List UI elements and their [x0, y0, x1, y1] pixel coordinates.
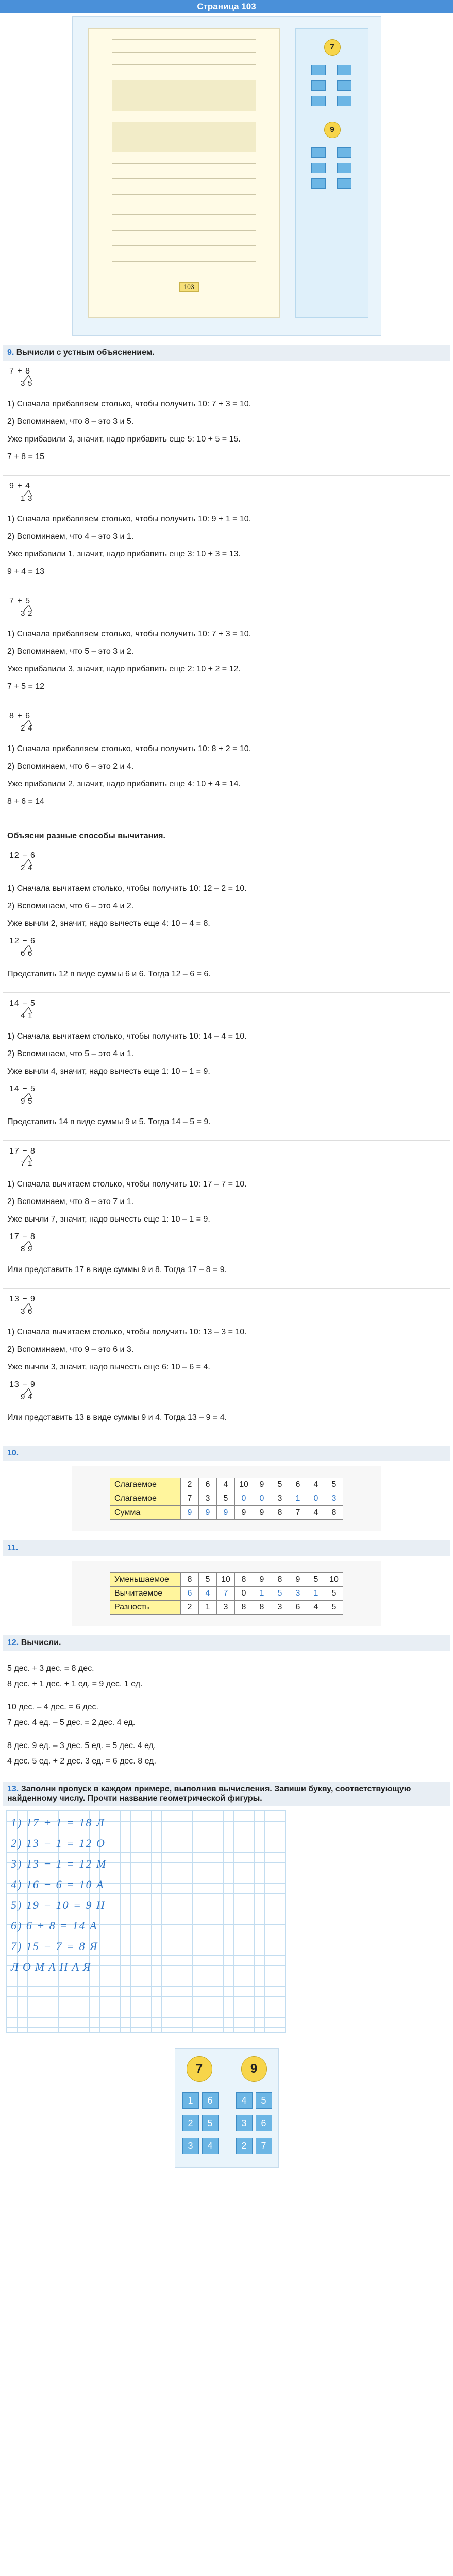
- step-text: Уже прибавили 2, значит, надо прибавить еще 4: 10 + 4 = 14.: [7, 779, 241, 788]
- row-label: Разность: [110, 1601, 181, 1615]
- handwritten-line: 2) 13 − 1 = 12 О: [11, 1837, 106, 1850]
- table-cell: 10: [235, 1478, 253, 1492]
- example: [3, 476, 450, 590]
- table-cell: 8: [325, 1506, 343, 1520]
- addition-examples: [3, 361, 450, 820]
- step-text: 1) Сначала прибавляем столько, чтобы получить 10: 7 + 3 = 10.: [7, 630, 251, 638]
- table-cell: 0: [235, 1587, 253, 1601]
- row-label: Уменьшаемое: [110, 1573, 181, 1587]
- table-cell: 5: [307, 1573, 325, 1587]
- table-cell: 0: [235, 1492, 253, 1506]
- task-10-table-box: [72, 1466, 381, 1531]
- step-text: 1) Сначала вычитаем столько, чтобы получить 10: 14 – 4 = 10.: [7, 1032, 247, 1041]
- step-text: 1) Сначала вычитаем столько, чтобы получить 10: 12 – 2 = 10.: [7, 884, 247, 893]
- split-expression: [7, 1084, 69, 1109]
- split-part-b: 3: [28, 494, 32, 503]
- example: [3, 590, 450, 705]
- expression: 13 − 9: [9, 1295, 36, 1303]
- split-expression: [7, 482, 69, 506]
- table-row: [110, 1587, 343, 1601]
- split-part-a: 2: [21, 724, 25, 733]
- split-expression: [7, 1232, 69, 1257]
- split-part-b: 1: [28, 1011, 32, 1020]
- split-part-a: 3: [21, 379, 25, 388]
- expression: 8 + 6: [9, 711, 31, 720]
- table-cell: 8: [271, 1506, 289, 1520]
- task-number: 11.: [7, 1544, 19, 1552]
- handwritten-line: 4) 16 − 6 = 10 А: [11, 1878, 105, 1891]
- row-label: Слагаемое: [110, 1478, 181, 1492]
- table-cell: 10: [325, 1573, 343, 1587]
- table-cell: 5: [325, 1587, 343, 1601]
- row-label: Слагаемое: [110, 1492, 181, 1506]
- thumb-circle-a: 7: [324, 39, 341, 56]
- table-cell: 0: [307, 1492, 325, 1506]
- table-cell: 0: [253, 1492, 271, 1506]
- example: [3, 993, 450, 1141]
- table-cell: 7: [289, 1506, 307, 1520]
- table-cell: 9: [235, 1506, 253, 1520]
- figure-cell: 6: [256, 2115, 272, 2131]
- task-12-group: [7, 1738, 446, 1770]
- step-text: 2) Вспоминаем, что 5 – это 4 и 1.: [7, 1049, 134, 1058]
- step-text: Уже вычли 7, значит, надо вычесть еще 1: 10 – 1 = 9.: [7, 1215, 210, 1224]
- step-text: 8 + 6 = 14: [7, 797, 45, 806]
- figure-cell: 3: [236, 2115, 253, 2131]
- task-13-header: [3, 1782, 450, 1806]
- handwritten-line: 5) 19 − 10 = 9 Н: [11, 1899, 106, 1912]
- figure-cell: 7: [256, 2138, 272, 2154]
- step-text: 1) Сначала вычитаем столько, чтобы получить 10: 17 – 7 = 10.: [7, 1180, 247, 1189]
- step-text: 7 + 5 = 12: [7, 682, 45, 691]
- step-text: Уже прибавили 3, значит, надо прибавить еще 5: 10 + 5 = 15.: [7, 435, 241, 444]
- table-cell: 8: [181, 1573, 199, 1587]
- thumb-square: [337, 96, 351, 106]
- thumb-square: [311, 178, 326, 189]
- step-text: Представить 14 в виде суммы 9 и 5. Тогда 14 – 5 = 9.: [7, 1117, 211, 1126]
- thumb-page-number: 103: [179, 282, 199, 292]
- thumb-square: [337, 65, 351, 75]
- thumb-line: [112, 163, 256, 164]
- step-text: Или представить 17 в виде суммы 9 и 8. Тогда 17 – 8 = 9.: [7, 1265, 227, 1274]
- table-cell: 3: [271, 1492, 289, 1506]
- subtraction-table: [110, 1572, 343, 1615]
- thumb-line: [112, 214, 256, 215]
- step-text: Уже прибавили 1, значит, надо прибавить еще 3: 10 + 3 = 13.: [7, 550, 241, 558]
- thumb-table: [112, 80, 256, 111]
- task-10: [0, 1446, 453, 1531]
- thumb-line: [112, 194, 256, 195]
- split-part-b: 6: [28, 949, 32, 958]
- notebook-grid: [6, 1810, 286, 2033]
- table-cell: 10: [217, 1573, 235, 1587]
- step-text: 7 + 8 = 15: [7, 452, 45, 461]
- calc-line: 8 дес. + 1 дес. + 1 ед. = 9 дес. 1 ед.: [7, 1680, 143, 1689]
- calc-line: 7 дес. 4 ед. – 5 дес. = 2 дес. 4 ед.: [7, 1718, 136, 1727]
- task-11: [0, 1540, 453, 1626]
- figure-cell: 3: [182, 2138, 199, 2154]
- figure-cell: 4: [202, 2138, 219, 2154]
- table-cell: 1: [253, 1587, 271, 1601]
- step-text: 2) Вспоминаем, что 8 – это 7 и 1.: [7, 1197, 134, 1206]
- thumb-line: [112, 230, 256, 231]
- task-number: 10.: [7, 1449, 19, 1458]
- table-cell: 7: [181, 1492, 199, 1506]
- table-row: [110, 1573, 343, 1587]
- figure-cell: 5: [256, 2092, 272, 2109]
- step-text: Уже вычли 2, значит, надо вычесть еще 4: 10 – 4 = 8.: [7, 919, 210, 928]
- calc-line: 8 дес. 9 ед. – 3 дес. 5 ед. = 5 дес. 4 ед.: [7, 1741, 156, 1750]
- step-text: 2) Вспоминаем, что 6 – это 2 и 4.: [7, 762, 134, 771]
- split-expression: [7, 1147, 69, 1172]
- task-number: 13.: [7, 1785, 19, 1794]
- table-cell: 6: [289, 1478, 307, 1492]
- table-cell: 3: [289, 1587, 307, 1601]
- figure-cell: 2: [236, 2138, 253, 2154]
- split-part-a: 3: [21, 1307, 25, 1316]
- task-9: [0, 345, 453, 1436]
- table-cell: 6: [199, 1478, 217, 1492]
- figure-cell: 4: [236, 2092, 253, 2109]
- thumb-square: [311, 96, 326, 106]
- step-text: Представить 12 в виде суммы 6 и 6. Тогда 12 – 6 = 6.: [7, 970, 211, 978]
- step-text: 2) Вспоминаем, что 9 – это 6 и 3.: [7, 1345, 134, 1354]
- split-part-a: 8: [21, 1245, 25, 1253]
- task-13: [0, 1782, 453, 2168]
- split-expression: [7, 937, 69, 961]
- step-text: 1) Сначала вычитаем столько, чтобы получить 10: 13 – 3 = 10.: [7, 1328, 247, 1336]
- table-cell: 9: [217, 1506, 235, 1520]
- step-text: Уже вычли 3, значит, надо вычесть еще 6: 10 – 6 = 4.: [7, 1363, 210, 1371]
- table-cell: 7: [217, 1587, 235, 1601]
- example: [3, 361, 450, 476]
- step-text: 2) Вспоминаем, что 8 – это 3 и 5.: [7, 417, 134, 426]
- handwritten-line: 1) 17 + 1 = 18 Л: [11, 1816, 105, 1829]
- figure-cell: 6: [202, 2092, 219, 2109]
- task-12: [0, 1635, 453, 1772]
- task-title: Вычисли.: [21, 1638, 61, 1647]
- step-text: 9 + 4 = 13: [7, 567, 45, 576]
- split-part-a: 9: [21, 1097, 25, 1106]
- split-part-a: 2: [21, 863, 25, 872]
- split-part-b: 2: [28, 609, 32, 618]
- task-12-group: [7, 1700, 446, 1731]
- thumb-square: [337, 147, 351, 158]
- step-text: 2) Вспоминаем, что 6 – это 4 и 2.: [7, 902, 134, 910]
- table-cell: 5: [199, 1573, 217, 1587]
- step-text: 2) Вспоминаем, что 4 – это 3 и 1.: [7, 532, 134, 541]
- thumb-circle-b: 9: [324, 122, 341, 138]
- answer-word: ЛОМАНАЯ: [11, 1960, 95, 1974]
- split-part-b: 5: [28, 1097, 32, 1106]
- table-cell: 8: [271, 1573, 289, 1587]
- table-cell: 9: [253, 1506, 271, 1520]
- table-cell: 1: [307, 1587, 325, 1601]
- split-part-b: 9: [28, 1245, 32, 1253]
- handwritten-line: 7) 15 − 7 = 8 Я: [11, 1940, 98, 1953]
- row-label: Сумма: [110, 1506, 181, 1520]
- split-expression: [7, 367, 69, 392]
- table-row: [110, 1506, 343, 1520]
- table-cell: 9: [199, 1506, 217, 1520]
- split-part-b: 4: [28, 1393, 32, 1401]
- table-cell: 4: [307, 1506, 325, 1520]
- table-cell: 5: [271, 1587, 289, 1601]
- page-title: Страница 103: [0, 0, 453, 13]
- split-part-b: 4: [28, 863, 32, 872]
- expression: 17 − 8: [9, 1147, 36, 1156]
- example: [3, 705, 450, 820]
- split-part-a: 7: [21, 1159, 25, 1168]
- split-part-b: 4: [28, 724, 32, 733]
- thumb-square: [311, 65, 326, 75]
- split-part-a: 1: [21, 494, 25, 503]
- thumb-square: [337, 80, 351, 91]
- split-part-a: 6: [21, 949, 25, 958]
- thumb-line: [112, 52, 256, 53]
- table-cell: 9: [181, 1506, 199, 1520]
- table-cell: 6: [181, 1587, 199, 1601]
- addition-table: [110, 1478, 343, 1520]
- task-13-figure: [175, 2048, 279, 2168]
- figure-cell: 5: [202, 2115, 219, 2131]
- example: [3, 1289, 450, 1436]
- table-cell: 4: [307, 1601, 325, 1615]
- split-expression: [7, 711, 69, 736]
- expression: 7 + 8: [9, 367, 31, 376]
- expression: 12 − 6: [9, 851, 36, 860]
- thumb-square: [311, 80, 326, 91]
- table-row: [110, 1478, 343, 1492]
- task-12-group: [7, 1661, 446, 1692]
- table-cell: 8: [235, 1573, 253, 1587]
- thumb-square: [311, 163, 326, 173]
- table-cell: 3: [217, 1601, 235, 1615]
- split-part-a: 4: [21, 1011, 25, 1020]
- table-row: [110, 1492, 343, 1506]
- thumb-table: [112, 122, 256, 152]
- table-cell: 9: [289, 1573, 307, 1587]
- task-number: 9.: [7, 348, 14, 357]
- step-text: Уже вычли 4, значит, надо вычесть еще 1: 10 – 1 = 9.: [7, 1067, 210, 1076]
- split-part-b: 5: [28, 379, 32, 388]
- calc-line: 5 дес. + 3 дес. = 8 дес.: [7, 1664, 94, 1673]
- row-label: Вычитаемое: [110, 1587, 181, 1601]
- thumb-square: [337, 178, 351, 189]
- task-12-header: [3, 1635, 450, 1651]
- table-cell: 5: [217, 1492, 235, 1506]
- split-part-b: 1: [28, 1159, 32, 1168]
- task-11-header: [3, 1540, 450, 1556]
- step-text: 2) Вспоминаем, что 5 – это 3 и 2.: [7, 647, 134, 656]
- step-text: Уже прибавили 3, значит, надо прибавить еще 2: 10 + 2 = 12.: [7, 665, 241, 673]
- split-expression: [7, 1380, 69, 1405]
- example: [3, 1141, 450, 1289]
- step-text: 1) Сначала прибавляем столько, чтобы получить 10: 9 + 1 = 10.: [7, 515, 251, 523]
- task-9-header: [3, 345, 450, 361]
- split-part-b: 6: [28, 1307, 32, 1316]
- thumb-line: [112, 178, 256, 179]
- figure-cell: 2: [182, 2115, 199, 2131]
- table-cell: 5: [325, 1478, 343, 1492]
- table-cell: 2: [181, 1601, 199, 1615]
- split-part-a: 9: [21, 1393, 25, 1401]
- task-number: 12.: [7, 1638, 19, 1647]
- subtraction-examples: [3, 845, 450, 1436]
- task-9-subtitle: Объясни разные способы вычитания.: [7, 832, 165, 840]
- task-12-body: [3, 1651, 450, 1772]
- handwritten-line: 3) 13 − 1 = 12 М: [11, 1857, 107, 1871]
- expression: 7 + 5: [9, 597, 31, 605]
- figure-circle-b: 9: [241, 2056, 267, 2082]
- figure-cell: 1: [182, 2092, 199, 2109]
- table-cell: 4: [217, 1478, 235, 1492]
- figure-circle-a: 7: [187, 2056, 212, 2082]
- table-cell: 6: [289, 1601, 307, 1615]
- task-title: Вычисли с устным объяснением.: [16, 348, 155, 357]
- split-part-a: 3: [21, 609, 25, 618]
- table-row: [110, 1601, 343, 1615]
- expression: 14 − 5: [9, 1084, 36, 1093]
- table-cell: 8: [235, 1601, 253, 1615]
- table-cell: 3: [199, 1492, 217, 1506]
- expression: 14 − 5: [9, 999, 36, 1008]
- split-expression: [7, 851, 69, 876]
- table-cell: 9: [253, 1573, 271, 1587]
- handwritten-line: 6) 6 + 8 = 14 А: [11, 1919, 98, 1933]
- thumb-square: [337, 163, 351, 173]
- expression: 17 − 8: [9, 1232, 36, 1241]
- thumb-line: [112, 39, 256, 40]
- split-expression: [7, 597, 69, 621]
- thumb-square: [311, 147, 326, 158]
- expression: 9 + 4: [9, 482, 31, 490]
- split-expression: [7, 1295, 69, 1319]
- table-cell: 5: [325, 1601, 343, 1615]
- expression: 12 − 6: [9, 937, 36, 945]
- thumb-line: [112, 245, 256, 246]
- table-cell: 5: [271, 1478, 289, 1492]
- table-cell: 2: [181, 1478, 199, 1492]
- table-cell: 8: [253, 1601, 271, 1615]
- table-cell: 3: [271, 1601, 289, 1615]
- thumb-sidebar: [295, 28, 368, 318]
- step-text: 1) Сначала прибавляем столько, чтобы получить 10: 7 + 3 = 10.: [7, 400, 251, 409]
- task-11-table-box: [72, 1561, 381, 1626]
- step-text: 1) Сначала прибавляем столько, чтобы получить 10: 8 + 2 = 10.: [7, 744, 251, 753]
- calc-line: 4 дес. 5 ед. + 2 дес. 3 ед. = 6 дес. 8 ед.: [7, 1756, 156, 1766]
- thumb-line: [112, 261, 256, 262]
- table-cell: 3: [325, 1492, 343, 1506]
- textbook-page-image: [72, 16, 381, 336]
- task-title: Заполни пропуск в каждом примере, выполнив вычисления. Запиши букву, соответствующую найденному числу. Прочти название геометрической фигуры.: [7, 1785, 411, 1803]
- table-cell: 4: [199, 1587, 217, 1601]
- thumb-line: [112, 64, 256, 65]
- task-10-header: [3, 1446, 450, 1461]
- calc-line: 10 дес. – 4 дес. = 6 дес.: [7, 1702, 98, 1711]
- example: [3, 845, 450, 993]
- table-cell: 4: [307, 1478, 325, 1492]
- table-cell: 9: [253, 1478, 271, 1492]
- expression: 13 − 9: [9, 1380, 36, 1389]
- thumb-paper: [88, 28, 280, 318]
- table-cell: 1: [199, 1601, 217, 1615]
- split-expression: [7, 999, 69, 1024]
- table-cell: 1: [289, 1492, 307, 1506]
- step-text: Или представить 13 в виде суммы 9 и 4. Тогда 13 – 9 = 4.: [7, 1413, 227, 1422]
